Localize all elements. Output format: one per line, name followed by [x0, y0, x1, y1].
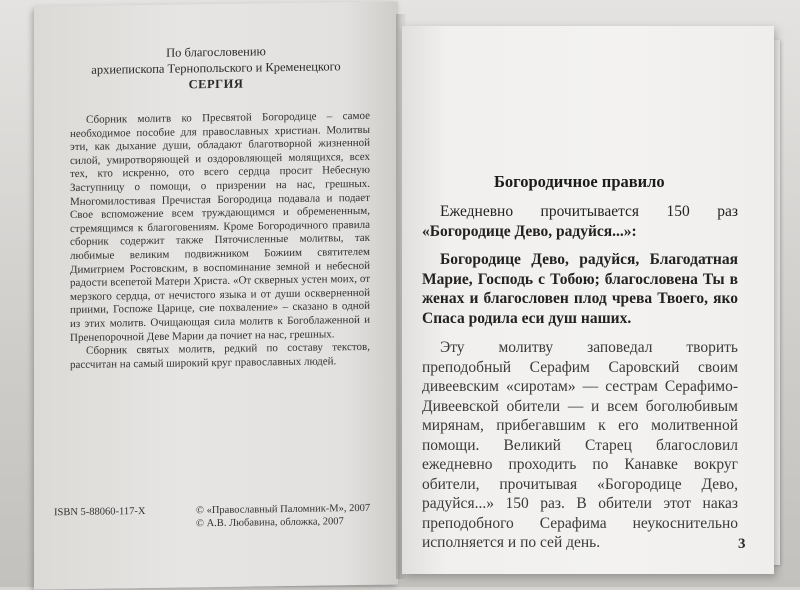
copyright-cover: © А.В. Любавина, обложка, 2007 [196, 516, 344, 530]
page-number: 3 [738, 536, 746, 552]
blessing-line-2: архиепископа Тернопольского и Кременецкого [91, 59, 341, 77]
imprint-block [50, 502, 390, 530]
blessing-name: СЕРГИЯ [188, 76, 244, 92]
copyright-publisher: © «Православный Паломник-М», 2007 [196, 502, 371, 517]
audience-paragraph: Сборник святых молитв, редкий по составу текстов, рассчитан на самый широкий круг православных людей. [70, 340, 370, 371]
section-title: Богородичное правило [494, 172, 665, 191]
daily-text: Ежедневно прочитывается 150 раз [440, 203, 738, 220]
prayer-text: Богородице Дево, радуйся, Благодатная Марие, Господь с Тобою; благословена Ты в женах и благословен плод чрева Твоего, яко Спаса родила еси душ наших. [422, 251, 738, 327]
blessing-block [34, 41, 398, 94]
isbn: ISBN 5-88060-117-X [54, 505, 146, 519]
right-page-body [422, 202, 738, 553]
left-page-body [70, 110, 370, 372]
daily-prayer-name: «Богородице Дево, радуйся...»: [422, 222, 637, 240]
intro-paragraph: Сборник молитв ко Пресвятой Богородице – самое необходимое пособие для православных христиан. Молитвы эти, как дыхание души, обладают благотворной жизненной силой, умиротворяющей и оздоровляющей молящихся, всех тех, кто искренно, ото всего сердца просит Небесную Заступницу о помощи, о призрении на нас, грешных. Многомилостивая Пречистая Богородица подавала и подает Свое вспоможение всем труждающимся и обремененным, стремящимся к благоговениям. Кроме Богородичного правила сборник содержит также Пяточисленные молитвы, так любимые великим подвижником Божиим святителем Димитрием Ростовским, в воспоминание земной и небесной радости всепетой Матери Христа. «От скверных устен моих, от мерзкого сердца, от нечистого языка и от души оскверненной приими, Госпоже Царице, сие похваление» – сказано в одной из этих молитв. Очищающая сила молитв к Богоблаженной и Пренепорочной Деве Марии да почиет на нас, грешных. [70, 109, 370, 344]
copyrights [196, 502, 370, 530]
daily-instruction [422, 202, 738, 241]
commentary-paragraph: Эту молитву заповедал творить преподобный Серафим Саровский своим дивеевским «сиротам» — сестрам Серафимо-Дивеевской обители — и всем боголюбивым мирянам, прибегавшим к его молитвенной помощи. Великий Старец благословил ежедневно проходить по Канавке вокруг обители, прочитывая «Богородице Дево, радуйся...» 150 раз. В обители этот наказ преподобного Серафима неукоснительно исполняется и по сей день. [422, 339, 738, 551]
blessing-line-1: По благословению [166, 44, 266, 60]
right-page [402, 26, 774, 574]
left-page [34, 1, 398, 589]
